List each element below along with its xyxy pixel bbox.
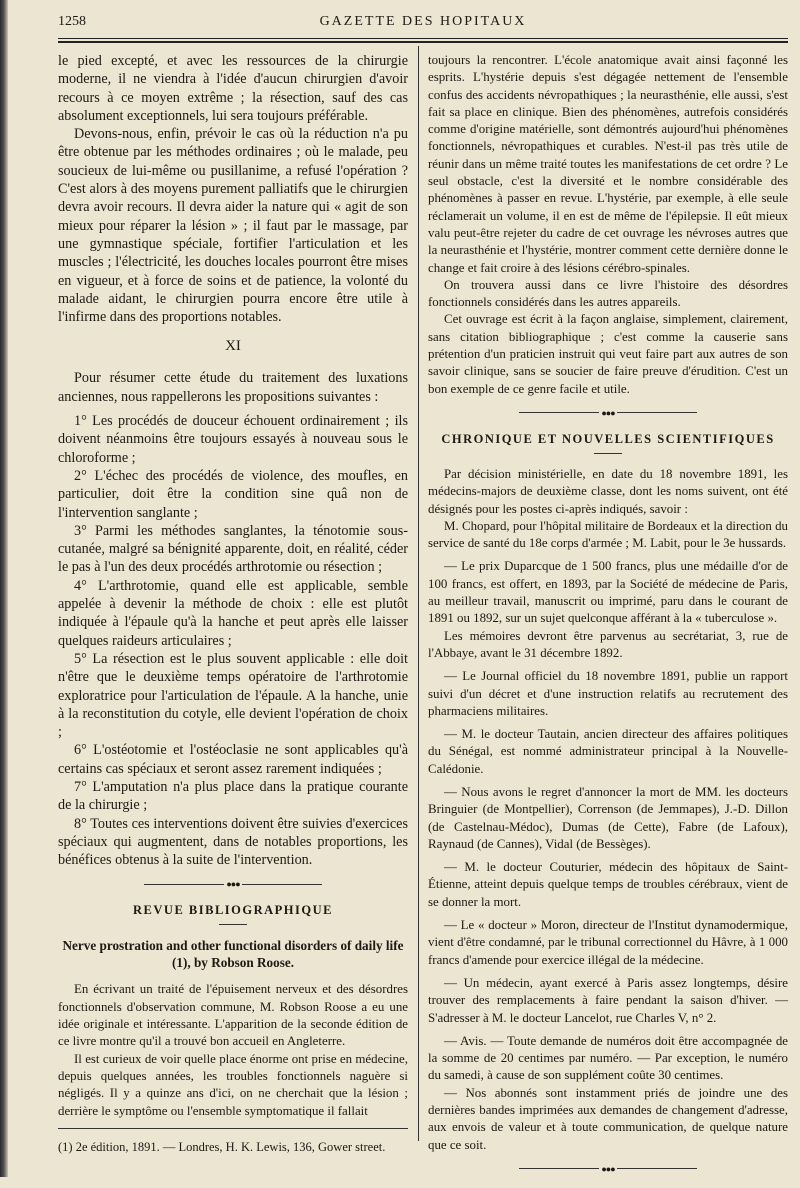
news-item: Par décision ministérielle, en date du 18 novembre 1891, les médecins-majors de deuxième classe, dont les noms suivent, ont été désignés pour les postes ci-après indiqués, savoir : [428,466,788,516]
news-item: — Nos abonnés sont instamment priés de joindre une des dernières bandes imprimées aux demandes de changement d'adresse, aux envois de valeur et à toute communication, de quelque nature que ce soit. [428,1085,788,1152]
news-item: — M. le docteur Tautain, ancien directeur des affaires politiques du Sénégal, est nommé administrateur principal à la Nouvelle-Calédonie. [428,727,788,776]
section-number: XI [225,338,241,355]
proposition-item: 4° L'arthrotomie, quand elle est applicable, semble appelée à devenir la méthode de choix : elle est plutôt indiquée à l'épaule qu'à la hanche et peut après elle laisser quelques raideurs articulaires ; [58,577,408,649]
page-number: 1258 [58,14,86,29]
right-column [428,52,788,1188]
paragraph: Cet ouvrage est écrit à la façon anglaise, simplement, clairement, sans citation bibliographique ; c'est comme la causerie sans prétention d'un praticien instruit qui veut faire part aux autres de son savoir clinique, sans se soucier de faire preuve d'érudition. C'est un bon exemple de ce genre facile et utile. [428,312,788,396]
news-item: M. Chopard, pour l'hôpital militaire de Bordeaux et la direction du service de santé du 18e corps d'armée ; M. Labit, pour le 3e hussards. [428,518,788,551]
news-item: — Le prix Duparcque de 1 500 francs, plus une médaille d'or de 100 francs, est offert, en 1893, par la Société de médecine de Paris, au meilleur travail, manuscrit ou imprimé, paru dans le courant de 1891 ou 1892, sur un sujet quelconque afférant à la « tuberculose ». [428,559,788,626]
header-rule-thin [58,38,788,39]
left-column [58,52,408,1155]
proposition-item: 5° La résection est le plus souvent applicable : elle doit n'être que le deuxième temps opératoire de l'arthrotomie exploratrice pour l'articulation de l'épaule. A la hanche, unie à la reconstitution du cotyle, elle devient l'opération de choix ; [58,650,408,741]
news-item: Les mémoires devront être parvenus au secrétariat, 3, rue de l'Abbaye, avant le 31 décembre 1892. [428,628,788,660]
news-item: — Le Journal officiel du 18 novembre 1891, publie un rapport suivi d'un décret et d'une instruction relatifs au recrutement des pharmaciens militaires. [428,669,788,718]
paragraph: Devons-nous, enfin, prévoir le cas où la réduction n'a pu être obtenue par les méthodes ordinaires ; où le malade, peu soucieux de lui-même ou pusillanime, a refusé l'opération ? C'est alors à des moyens purement palliatifs que le chirurgien devra avoir recours. Il devra aider la nature qui « agit de son mieux pour réparer la lésion » ; il faut par le massage, par une gymnastique spéciale, fortifier l'articulation et les muscles ; l'électricité, les douches locales pourront être mises en vigueur, et à force de soins et de patience, la volonté du malade aidant, le chirurgien pourra encore être utile à l'infirme dans des proportions notables. [58,126,408,326]
proposition-item: 7° L'amputation n'a plus place dans la pratique courante de la chirurgie ; [58,778,408,814]
paragraph: On trouvera aussi dans ce livre l'histoire des désordres fonctionnels considérés dans les autres appareils. [428,277,788,310]
paragraph: Il est curieux de voir quelle place énorme ont prise en médecine, depuis quelques années, les troubles fonctionnels naguère si négligés. Il y a quinze ans d'ici, on ne cherchait que la lésion ; derrière le symptôme ou l'ensemble symptomatique il fallait [58,1051,408,1118]
page-binding-edge [0,0,8,1177]
paragraph: le pied excepté, et avec les ressources de la chirurgie moderne, il ne viendra à l'idée d'aucun chirurgien d'avoir recours à ce moyen extrême ; la résection, sauf des cas absolument exceptionnels, lui sera toujours préférable. [58,53,408,124]
header-rule-thick [58,41,788,43]
section-ornament: ●●● [58,879,408,889]
paragraph: Pour résumer cette étude du traitement des luxations anciennes, nous rappellerons les propositions suivantes : [58,370,408,405]
book-title: Nerve prostration and other functional disorders of daily life (1), by Robson Roose. [62,938,404,971]
page-header [58,14,788,34]
paragraph: En écrivant un traité de l'épuisement nerveux et des désordres fonctionnels d'observation commune, M. Robson Roose a eu une idée originale et intéressante. L'apparition de la seconde édition de ce livre montre qu'il a trouvé bon accueil en Angleterre. [58,982,408,1049]
paragraph: toujours la rencontrer. L'école anatomique avait ainsi façonné les esprits. L'hystérie depuis s'est dégagée nettement de l'ensemble confus des accidents névropathiques ; la neurasthénie, elle aussi, s'est fait sa place en clinique. Bien des phénomènes, autrefois considérés comme d'origine matérielle, sont démontrés aujourd'hui phénomènes fonctionnels, névropathiques et curables. N'est-il pas très utile de réunir dans un même traité toutes les manifestations de cet ordre ? Le seul obstacle, c'est la diversité et le nombre considérable des phénomènes à passer en revue. L'hystérie, par exemple, à elle seule réclamerait un volume, il en est de même de l'épilepsie. Il eût mieux valu peut-être rejeter du cadre de cet ouvrage les névroses autres que la neurasthénie et l'hystérie, montrer comment cette dernière donne le change et fait croire à des lésions cérébro-spinales. [428,53,788,275]
section-ornament: ●●● [428,408,788,418]
proposition-item: 6° L'ostéotomie et l'ostéoclasie ne sont applicables qu'à certains cas spéciaux et seront assez rarement indiquées ; [58,742,408,777]
proposition-item: 1° Les procédés de douceur échouent ordinairement ; ils doivent néanmoins être toujours essayés à nouveau sous le chloroforme ; [58,413,408,466]
column-divider [418,46,419,1141]
heading-rule [219,924,247,925]
heading-rule [594,453,622,454]
proposition-item: 8° Toutes ces interventions doivent être suivies d'exercices spéciaux qui augmentent, dans de notables proportions, les bénéfices obtenus à la suite de l'intervention. [58,815,408,869]
review-heading: REVUE BIBLIOGRAPHIQUE [133,903,333,918]
proposition-item: 2° L'échec des procédés de violence, des moufles, en particulier, doit être la condition sine quâ non de l'intervention sanglante ; [58,467,408,521]
news-item: — Un médecin, ayant exercé à Paris assez longtemps, désire trouver des remplacements à faire pendant la saison d'hiver. — S'adresser à M. le docteur Lancelot, rue Charles V, n° 2. [428,975,788,1025]
news-item: — M. le docteur Couturier, médecin des hôpitaux de Saint-Étienne, atteint depuis quelque temps de troubles cérébraux, vient de se donner la mort. [428,860,788,909]
footnote: (1) 2e édition, 1891. — Londres, H. K. Lewis, 136, Gower street. [58,1139,386,1154]
news-item: — Le « docteur » Moron, directeur de l'Institut dynamodermique, vient d'être condamné, par le tribunal correctionnel du Hâvre, à 1 000 francs d'amende pour exercice illégal de la médecine. [428,918,788,967]
news-item: — Nous avons le regret d'annoncer la mort de MM. les docteurs Bringuier (de Montpellier), Correnson (de Jemmapes), J.-D. Dillon (de Castelnau-Médoc), Dumas (de Cette), Fabre (de Lafoux), Raynaud (de Cannes), Vidal (de Bessèges). [428,784,788,851]
end-ornament: ●●● [428,1164,788,1174]
proposition-item: 3° Parmi les méthodes sanglantes, la ténotomie sous-cutanée, malgré sa bénignité apparente, doit, en réalité, céder le pas à l'un des deux procédés arthrotomie ou résection ; [58,522,408,576]
news-item: — Avis. — Toute demande de numéros doit être accompagnée de la somme de 20 centimes par numéro. — Par exception, le numéro du samedi, à cause de son supplément coûte 30 centimes. [428,1033,788,1083]
running-title: GAZETTE DES HOPITAUX [319,14,527,29]
news-heading: CHRONIQUE ET NOUVELLES SCIENTIFIQUES [441,431,775,446]
footnote-rule [58,1128,408,1129]
